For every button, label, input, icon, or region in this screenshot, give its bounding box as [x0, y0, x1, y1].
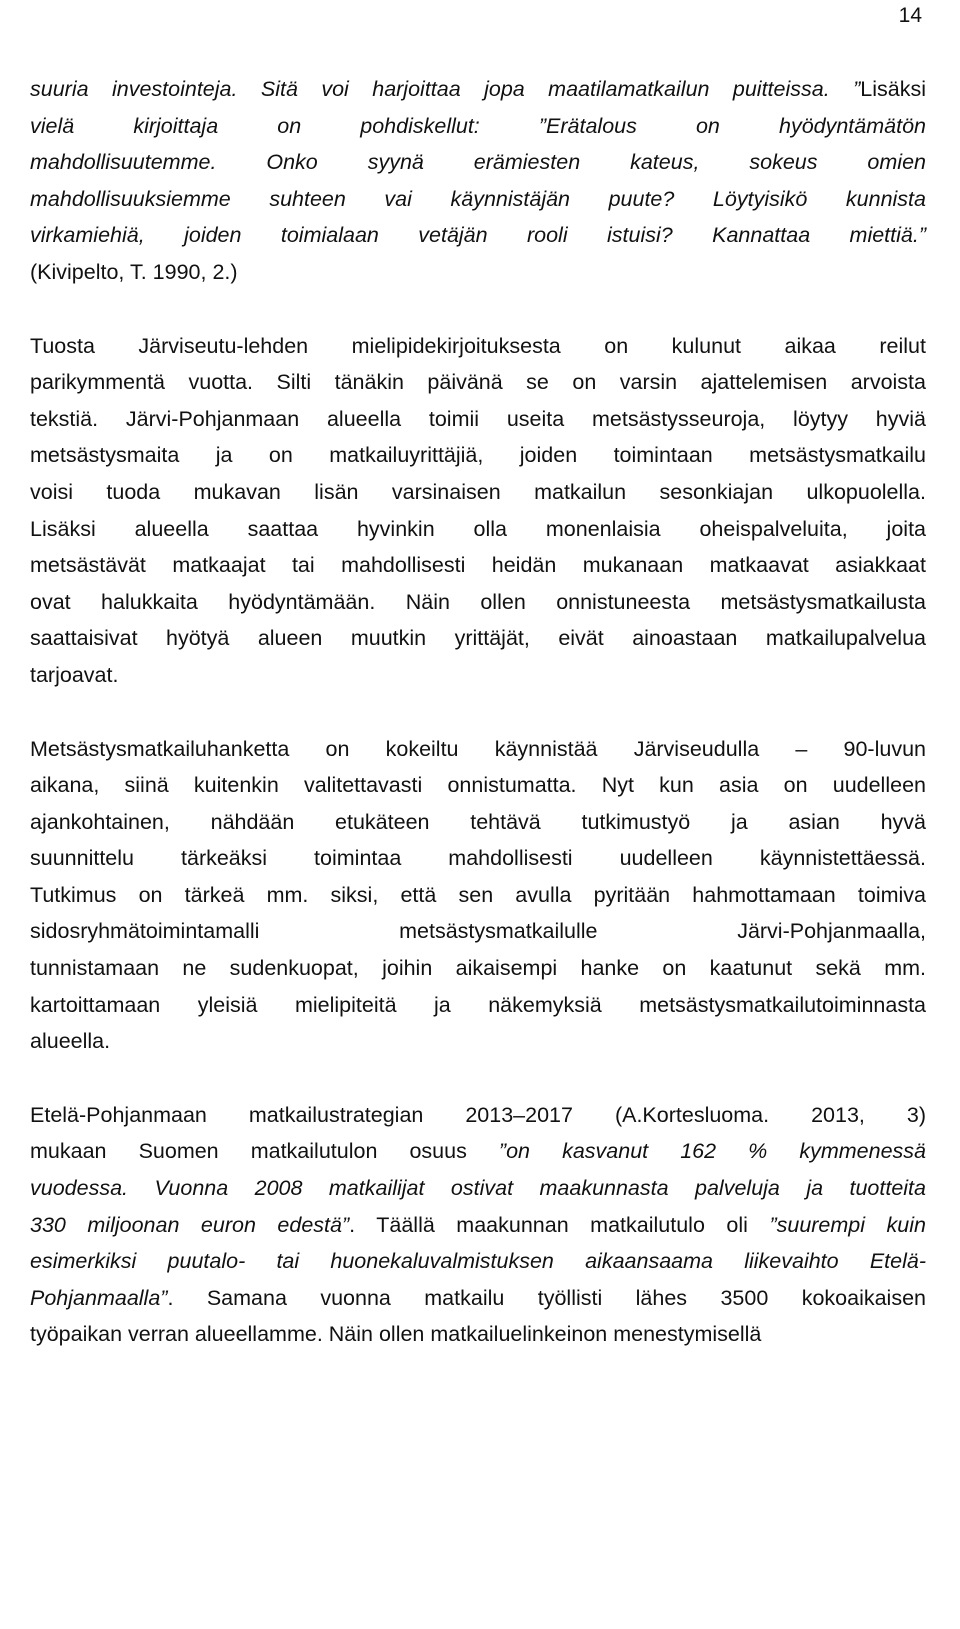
text-segment: Tuosta Järviseutu-lehden mielipidekirjoituksesta on kulunut aikaa reilut	[30, 333, 926, 358]
text-segment: Tutkimus on tärkeä mm. siksi, että sen avulla pyritään hahmottamaan toimiva	[30, 882, 926, 907]
text-segment: Metsästysmatkailuhanketta on kokeiltu käynnistää Järviseudulla – 90-luvun	[30, 736, 926, 761]
italic-text: ”on kasvanut 162 % kymmenessä	[498, 1139, 926, 1164]
text-segment: tunnistamaan ne sudenkuopat, joihin aikaisempi hanke on kaatunut sekä mm.	[30, 956, 926, 981]
italic-text: vielä kirjoittaja on pohdiskellut: ”Erätalous on hyödyntämätön	[30, 113, 926, 138]
text-line	[30, 950, 926, 987]
text-line	[30, 620, 926, 657]
text-segment: saattaisivat hyötyä alueen muutkin yrittäjät, eivät ainoastaan matkailupalvelua	[30, 626, 926, 651]
text-line	[30, 1170, 926, 1207]
text-line	[30, 1097, 926, 1134]
text-segment: ajankohtainen, nähdään etukäteen tehtävä tutkimustyö ja asian hyvä	[30, 809, 926, 834]
italic-text: 330 miljoonan euron edestä”	[30, 1212, 350, 1237]
text-line	[30, 328, 926, 365]
text-line	[30, 144, 926, 181]
text-line	[30, 1023, 926, 1060]
text-line	[30, 840, 926, 877]
text-segment: (Kivipelto, T. 1990, 2.)	[30, 259, 238, 284]
text-line	[30, 401, 926, 438]
text-line	[30, 474, 926, 511]
text-line	[30, 1280, 926, 1317]
text-segment: . Samana vuonna matkailu työllisti lähes 3500 kokoaikaisen	[167, 1285, 926, 1310]
text-line	[30, 364, 926, 401]
italic-text: Pohjanmaalla”	[30, 1285, 168, 1310]
text-segment: parikymmentä vuotta. Silti tänäkin päivänä se on varsin ajattelemisen arvoista	[30, 370, 926, 395]
page-number: 14	[898, 4, 922, 27]
text-segment: Etelä-Pohjanmaan matkailustrategian 2013–2017 (A.Kortesluoma. 2013, 3)	[30, 1102, 926, 1127]
text-segment: työpaikan verran alueellamme. Näin ollen matkailuelinkeinon menestymisellä	[30, 1322, 762, 1347]
text-line	[30, 584, 926, 621]
text-line	[30, 511, 926, 548]
text-segment: sidosryhmätoimintamalli metsästysmatkailulle Järvi-Pohjanmaalla,	[30, 919, 926, 944]
text-segment: . Täällä maakunnan matkailutulo oli	[349, 1212, 770, 1237]
text-line	[30, 1133, 926, 1170]
text-segment: aikana, siinä kuitenkin valitettavasti onnistumatta. Nyt kun asia on uudelleen	[30, 773, 926, 798]
italic-text: esimerkiksi puutalo- tai huonekaluvalmistuksen aikaansaama liikevaihto Etelä-	[30, 1249, 926, 1274]
text-line	[30, 987, 926, 1024]
text-segment: mukaan Suomen matkailutulon osuus	[30, 1139, 499, 1164]
paragraph-4	[30, 1097, 926, 1353]
paragraph-2	[30, 328, 926, 694]
italic-text: mahdollisuutemme. Onko syynä erämiesten kateus, sokeus omien	[30, 150, 926, 175]
text-line	[30, 108, 926, 145]
paragraph-1	[30, 71, 926, 291]
text-line	[30, 804, 926, 841]
text-line	[30, 181, 926, 218]
text-line	[30, 71, 926, 108]
document-body	[30, 71, 926, 1353]
text-segment: Lisäksi	[860, 77, 926, 101]
text-line	[30, 1207, 926, 1244]
italic-text: virkamiehiä, joiden toimialaan vetäjän rooli istuisi? Kannattaa miettiä.”	[30, 223, 926, 248]
italic-text: mahdollisuuksiemme suhteen vai käynnistäjän puute? Löytyisikö kunnista	[30, 186, 926, 211]
text-segment: metsästysmaita ja on matkailuyrittäjiä, joiden toimintaan metsästysmatkailu	[30, 443, 926, 468]
text-segment: alueella.	[30, 1029, 111, 1054]
text-line	[30, 657, 926, 694]
text-line	[30, 767, 926, 804]
text-segment: suunnittelu tärkeäksi toimintaa mahdollisesti uudelleen käynnistettäessä.	[30, 846, 926, 871]
text-line	[30, 731, 926, 768]
text-segment: Lisäksi alueella saattaa hyvinkin olla monenlaisia oheispalveluita, joita	[30, 516, 926, 541]
italic-text: suuria investointeja. Sitä voi harjoittaa jopa maatilamatkailun puitteissa. ”	[30, 77, 861, 101]
text-segment: tekstiä. Järvi-Pohjanmaan alueella toimii useita metsästysseuroja, löytyy hyviä	[30, 406, 926, 431]
text-segment: metsästävät matkaajat tai mahdollisesti heidän mukanaan matkaavat asiakkaat	[30, 553, 926, 578]
paragraph-3	[30, 731, 926, 1060]
text-segment: ovat halukkaita hyödyntämään. Näin ollen onnistuneesta metsästysmatkailusta	[30, 589, 926, 614]
italic-text: ”suurempi kuin	[769, 1212, 926, 1237]
text-line	[30, 1316, 926, 1353]
text-segment: tarjoavat.	[30, 662, 119, 687]
text-line	[30, 913, 926, 950]
text-line	[30, 217, 926, 254]
text-line	[30, 1243, 926, 1280]
italic-text: vuodessa. Vuonna 2008 matkailijat ostivat maakunnasta palveluja ja tuotteita	[30, 1176, 926, 1201]
text-line	[30, 254, 926, 291]
text-line	[30, 547, 926, 584]
text-segment: kartoittamaan yleisiä mielipiteitä ja näkemyksiä metsästysmatkailutoiminnasta	[30, 992, 926, 1017]
text-segment: voisi tuoda mukavan lisän varsinaisen matkailun sesonkiajan ulkopuolella.	[30, 479, 926, 504]
text-line	[30, 877, 926, 914]
text-line	[30, 437, 926, 474]
